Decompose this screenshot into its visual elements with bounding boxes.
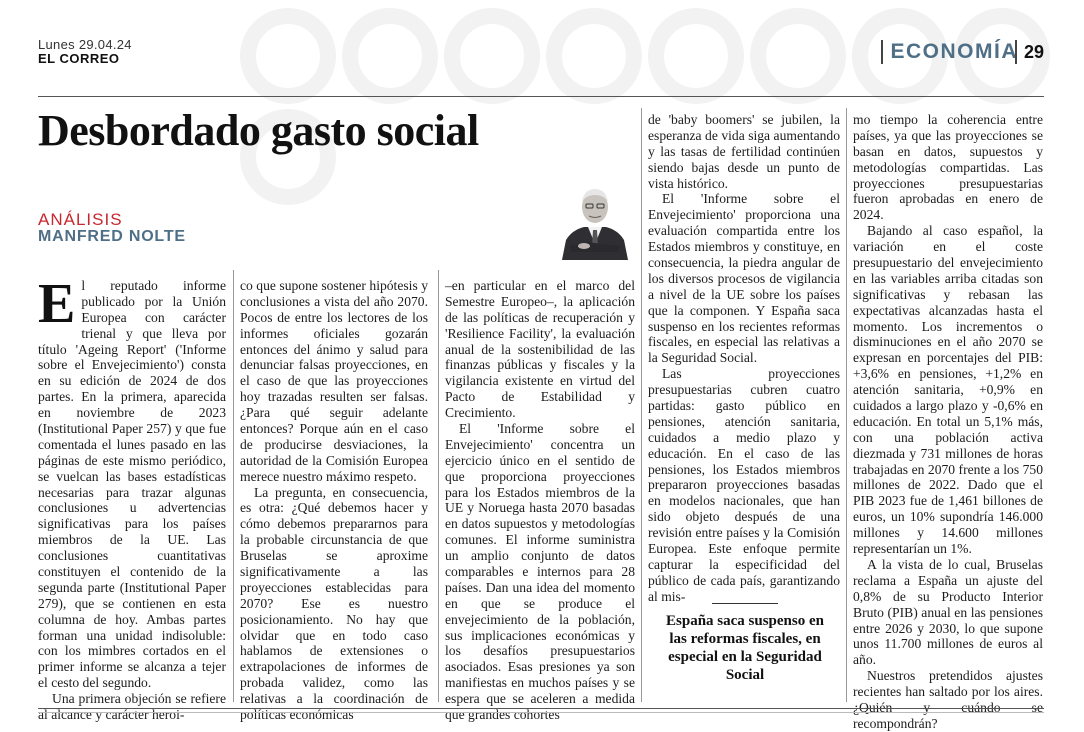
- drop-cap: E: [38, 273, 76, 335]
- article-column-2: [240, 278, 428, 723]
- column-divider: [641, 108, 642, 702]
- article-column-5: [853, 112, 1043, 731]
- article-column-4: [648, 112, 840, 604]
- paragraph: La pregunta, en consecuencia, es otra: ¿Qué debemos hacer y cómo debemos prepararnos para la probable circunstancia de que Bruselas se aproxime significativamente a las proyecciones establecidas para 2070? Ese es nuestro posicionamiento. No hay que olvidar que en todo caso hablamos de extensiones o extrapolaciones de informes de probada validez, como las relativas a la coordinación de políticas económicas: [240, 484, 428, 723]
- paragraph: de 'baby boomers' se jubilen, la esperanza de vida siga aumentando y las tasas de fertilidad continúen siendo bajas desde un punto de vista histórico.: [648, 112, 840, 191]
- paragraph: Las proyecciones presupuestarias cubren cuatro partidas: gasto público en pensiones, atención sanitaria, cuidados a medio plazo y educación. En el caso de las pensiones, los Estados miembros prepararon proyecciones basadas en modelos nacionales, que han sido objeto después de una revisión entre países y la Comisión Europea. Este enfoque permite capturar la especificidad del público de cada país, garantizando al mis-: [648, 366, 840, 604]
- footer-rule: [38, 708, 1044, 709]
- column-divider: [233, 270, 234, 702]
- paragraph: Bajando al caso español, la variación en el coste presupuestario del envejecimiento en las variables arriba citadas son significativas y rebasan las expectativas alcanzadas hasta el momento. Los incrementos o disminuciones en el año 2070 se expresan en porcentajes del PIB: +3,6% en pensiones, +1,2% en atención sanitaria, +0,9% en cuidados a largo plazo y -0,6% en educación. En total un 5,1% más, con una población activa diezmada y 731 millones de horas trabajadas en 2070 frente a los 750 millones de 2022. Dado que el PIB 2023 fue de 1,461 billones de euros, un 10% supondría 146.000 millones y 14.600 millones representarían un 1%.: [853, 223, 1043, 557]
- header-rule: [38, 96, 1044, 97]
- footer-rule: [38, 712, 1044, 713]
- paragraph: El reputado informe publicado por la Unión Europea con carácter trienal y que lleva por título 'Ageing Report' ('Informe sobre el Envejecimiento') consta en su edición de 2024 de dos partes. En la primera, aparecida en noviembre de 2023 (Institutional Paper 257) y que fue comentada el lunes pasado en las páginas de este mismo periódico, se vuelcan las bases estadísticas necesarias para trazar algunas conclusiones u advertencias significativas para los países miembros de la UE. Las conclusiones cuantitativas constituyen el contenido de la segunda parte (Institutional Paper 279), que se contienen en esta columna de hoy. Ambas partes forman una unidad indisoluble: con los mimbres cortados en el primer informe se alcanza a tejer el cesto del segundo.: [38, 273, 226, 691]
- newspaper-name: EL CORREO: [38, 51, 120, 66]
- issue-date: Lunes 29.04.24: [38, 37, 132, 52]
- pullquote-rule: [712, 603, 778, 604]
- paragraph: mo tiempo la coherencia entre países, ya que las proyecciones se basan en datos, supuestos y metodologías compartidas. Las proyecciones presupuestarias fueron aprobadas en enero de 2024.: [853, 112, 1043, 223]
- paragraph: –en particular en el marco del Semestre Europeo–, la aplicación de las políticas de recuperación y 'Resilience Facility', la evaluación anual de la sostenibilidad de las finanzas públicas y fiscales y la vigilancia existente en virtud del Pacto de Estabilidad y Crecimiento.: [445, 278, 635, 421]
- column-divider: [438, 270, 439, 702]
- paragraph: Nuestros pretendidos ajustes recientes han saltado por los aires. ¿Quién y cuándo se recompondrán?: [853, 668, 1043, 731]
- headline: Desbordado gasto social: [38, 106, 479, 155]
- column-divider: [846, 108, 847, 702]
- paragraph: A la vista de lo cual, Bruselas reclama a España un ajuste del 0,8% de su Producto Interior Bruto (PIB) anual en las pensiones entre 2026 y 2030, lo que supone unos 11.700 millones de euros al año.: [853, 556, 1043, 668]
- author-byline: MANFRED NOLTE: [38, 228, 186, 245]
- article-column-3: [445, 278, 635, 723]
- paragraph: El 'Informe sobre el Envejecimiento' proporciona una evaluación compartida entre los Estados miembros y constituye, en consecuencia, la piedra angular de los diversos procesos de vigilancia a nivel de la UE sobre los países que la componen. Y España saca suspenso en los recientes reformas fiscales, en especial las relativas a la Seguridad Social.: [648, 191, 840, 366]
- article-column-1: [38, 273, 226, 723]
- page-number: 29: [1015, 40, 1044, 64]
- paragraph: Una primera objeción se refiere al alcance y carácter heroi-: [38, 691, 226, 723]
- kicker: ANÁLISIS: [38, 210, 123, 229]
- paragraph: co que supone sostener hipótesis y conclusiones a vista del año 2070. Pocos de entre los lectores de los informes oficiales gozarán entonces del ánimo y salud para denunciar falsas proyecciones, en el caso de que las proyecciones hoy trazadas resulten ser falsas. ¿Para qué seguir adelante entonces? Porque aún en el caso de producirse desviaciones, la autoridad de la Comisión Europea merece nuestro máximo respeto.: [240, 278, 428, 484]
- paragraph: El 'Informe sobre el Envejecimiento' concentra un ejercicio único en el sentido de que proporciona proyecciones para los Estados miembros de la UE y Noruega hasta 2070 basadas en datos supuestos y metodologías comunes. El informe suministra un amplio conjunto de datos comparables e internos para 28 países. Dan una idea del momento en que se produce el envejecimiento de la población, sus implicaciones económicas y los desafíos presupuestarios asociados. Esas presiones ya son manifiestas en muchos países y se espera que se aceleren a medida que grandes cohortes: [445, 421, 635, 723]
- pullquote: España saca suspenso en las reformas fiscales, en especial en la Seguridad Social: [666, 613, 824, 683]
- author-photo: [558, 180, 632, 260]
- section-name: ECONOMÍA: [881, 40, 1019, 64]
